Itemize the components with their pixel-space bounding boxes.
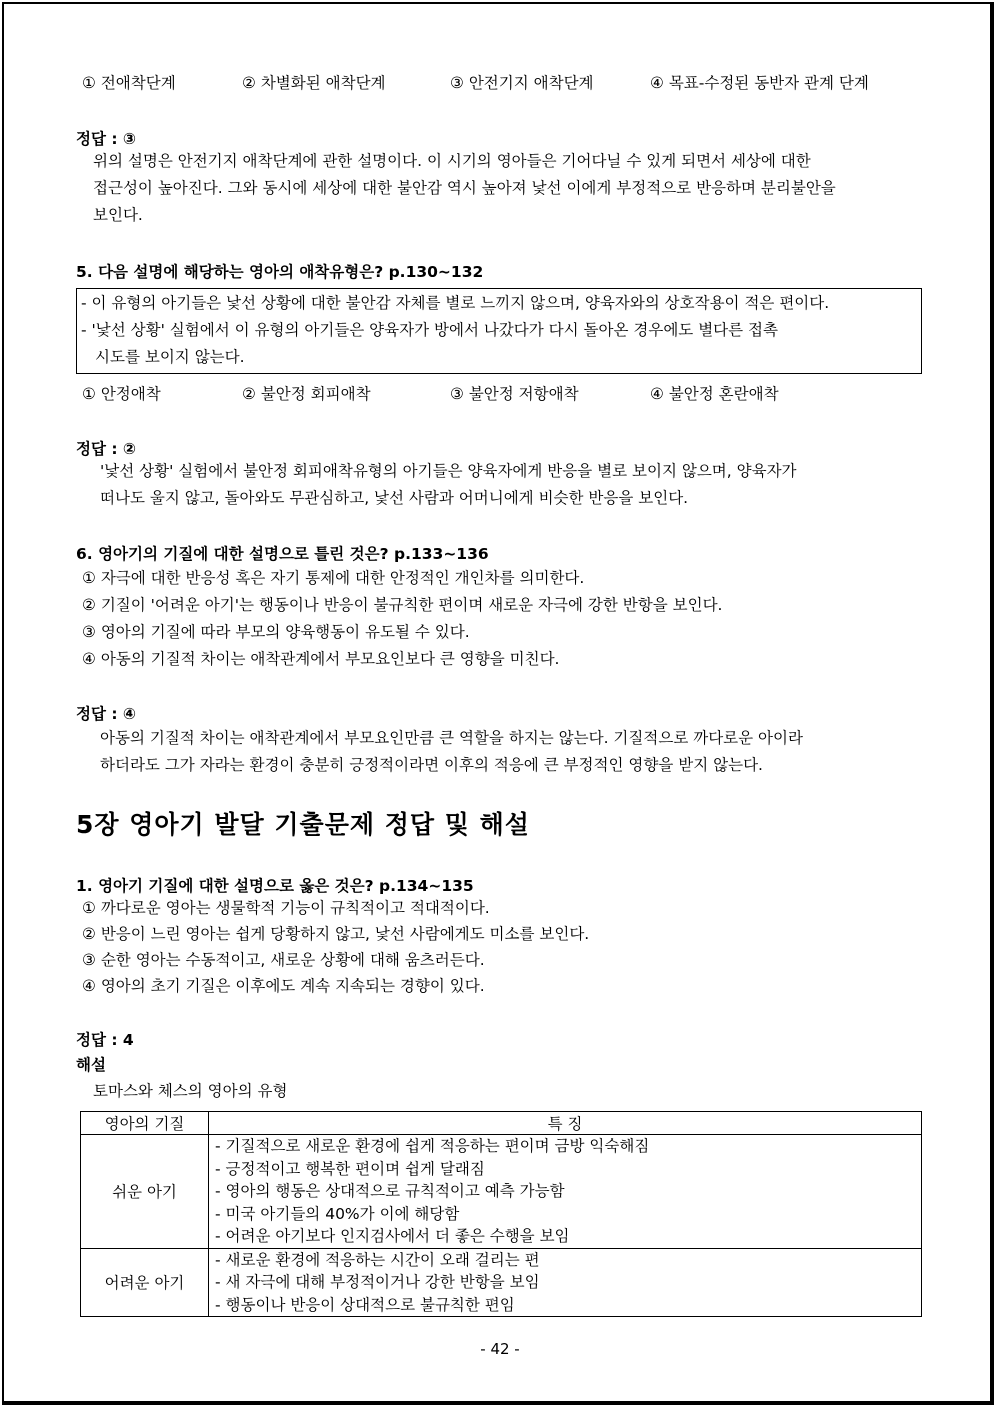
q4-answer: 정답 : ③ bbox=[76, 130, 137, 148]
table-row-label: 어려운 아기 bbox=[81, 1248, 209, 1317]
table-item: - 행동이나 반응이 상대적으로 불규칙한 편임 bbox=[215, 1295, 515, 1314]
q4-explanation-line: 위의 설명은 안전기지 애착단계에 관한 설명이다. 이 시기의 영아들은 기어다닐 수 있게 되면서 세상에 대한 bbox=[93, 152, 811, 170]
q6-option-4: ④ 아동의 기질적 차이는 애착관계에서 부모요인보다 큰 영향을 미친다. bbox=[82, 650, 560, 668]
s1-title: 1. 영아기 기질에 대한 설명으로 옳은 것은? p.134~135 bbox=[76, 877, 474, 895]
q5-option-2: ② 불안정 회피애착 bbox=[242, 385, 371, 403]
q4-option-1: ① 전애착단계 bbox=[82, 74, 176, 92]
table-header-cell: 특 징 bbox=[209, 1112, 922, 1135]
q5-box-line: - 이 유형의 아기들은 낯선 상황에 대한 불안감 자체를 별로 느끼지 않으며, 양육자와의 상호작용이 적은 편이다. bbox=[81, 294, 830, 312]
page-number: - 42 - bbox=[480, 1340, 520, 1358]
q4-explanation-line: 보인다. bbox=[93, 206, 143, 224]
s1-explain-label: 해설 bbox=[76, 1056, 106, 1074]
table-header-cell: 영아의 기질 bbox=[81, 1112, 209, 1135]
table-item: - 영아의 행동은 상대적으로 규칙적이고 예측 가능함 bbox=[215, 1182, 565, 1200]
s1-option-1: ① 까다로운 영아는 생물학적 기능이 규칙적이고 적대적이다. bbox=[82, 899, 490, 917]
q5-box-line: - '낯선 상황' 실험에서 이 유형의 아기들은 양육자가 방에서 나갔다가 다시 돌아온 경우에도 별다른 접촉 bbox=[81, 321, 778, 339]
table-item: - 기질적으로 새로운 환경에 쉽게 적응하는 편이며 금방 익숙해짐 bbox=[215, 1137, 650, 1155]
s1-option-3: ③ 순한 영아는 수동적이고, 새로운 상황에 대해 움츠러든다. bbox=[82, 951, 485, 969]
q5-option-1: ① 안정애착 bbox=[82, 385, 161, 403]
section-title: 5장 영아기 발달 기출문제 정답 및 해설 bbox=[76, 810, 530, 839]
table-item: - 어려운 아기보다 인지검사에서 더 좋은 수행을 보임 bbox=[215, 1227, 570, 1245]
q5-explanation-line: '낯선 상황' 실험에서 불안정 회피애착유형의 아기들은 양육자에게 반응을 별로 보이지 않으며, 양육자가 bbox=[100, 462, 797, 480]
table-caption: 토마스와 체스의 영아의 유형 bbox=[93, 1082, 288, 1100]
q6-option-2: ② 기질이 '어려운 아기'는 행동이나 반응이 불규칙한 편이며 새로운 자극에 강한 반항을 보인다. bbox=[82, 596, 723, 614]
table-row bbox=[81, 1248, 922, 1317]
q5-title: 5. 다음 설명에 해당하는 영아의 애착유형은? p.130~132 bbox=[76, 263, 484, 281]
table-header-row bbox=[81, 1112, 922, 1135]
q5-answer: 정답 : ② bbox=[76, 440, 137, 458]
q5-explanation-line: 떠나도 울지 않고, 돌아와도 무관심하고, 낯선 사람과 어머니에게 비슷한 반응을 보인다. bbox=[100, 489, 689, 507]
table-item: - 미국 아기들의 40%가 이에 해당함 bbox=[215, 1204, 460, 1223]
q5-option-4: ④ 불안정 혼란애착 bbox=[650, 385, 779, 403]
temperament-table bbox=[80, 1111, 922, 1317]
table-row bbox=[81, 1135, 922, 1249]
q6-explanation-line: 아동의 기질적 차이는 애착관계에서 부모요인만큼 큰 역할을 하지는 않는다. 기질적으로 까다로운 아이라 bbox=[100, 729, 803, 747]
q4-option-3: ③ 안전기지 애착단계 bbox=[450, 74, 594, 92]
q5-box-line: 시도를 보이지 않는다. bbox=[95, 348, 245, 366]
q6-answer: 정답 : ④ bbox=[76, 705, 137, 723]
s1-option-4: ④ 영아의 초기 기질은 이후에도 계속 지속되는 경향이 있다. bbox=[82, 977, 485, 995]
q6-explanation-line: 하더라도 그가 자라는 환경이 충분히 긍정적이라면 이후의 적응에 큰 부정적인 영향을 받지 않는다. bbox=[100, 756, 763, 774]
table-item: - 긍정적이고 행복한 편이며 쉽게 달래짐 bbox=[215, 1159, 485, 1178]
table-row-items bbox=[209, 1135, 922, 1249]
s1-answer: 정답 : 4 bbox=[76, 1031, 134, 1049]
table-item: - 새로운 환경에 적응하는 시간이 오래 걸리는 편 bbox=[215, 1250, 540, 1269]
table-row-label: 쉬운 아기 bbox=[81, 1135, 209, 1249]
q6-title: 6. 영아기의 기질에 대한 설명으로 틀린 것은? p.133~136 bbox=[76, 545, 489, 563]
q5-description-box bbox=[76, 288, 922, 374]
q5-option-3: ③ 불안정 저항애착 bbox=[450, 385, 579, 403]
table-item: - 새 자극에 대해 부정적이거나 강한 반항을 보임 bbox=[215, 1273, 540, 1291]
q4-option-4: ④ 목표-수정된 동반자 관계 단계 bbox=[650, 74, 869, 92]
q4-explanation-line: 접근성이 높아진다. 그와 동시에 세상에 대한 불안감 역시 높아져 낯선 이에게 부정적으로 반응하며 분리불안을 bbox=[93, 179, 836, 197]
q6-option-3: ③ 영아의 기질에 따라 부모의 양육행동이 유도될 수 있다. bbox=[82, 623, 470, 641]
table-row-items bbox=[209, 1248, 922, 1317]
q6-option-1: ① 자극에 대한 반응성 혹은 자기 통제에 대한 안정적인 개인차를 의미한다. bbox=[82, 569, 585, 587]
q4-option-2: ② 차별화된 애착단계 bbox=[242, 74, 386, 92]
s1-option-2: ② 반응이 느린 영아는 쉽게 당황하지 않고, 낯선 사람에게도 미소를 보인다. bbox=[82, 925, 590, 943]
